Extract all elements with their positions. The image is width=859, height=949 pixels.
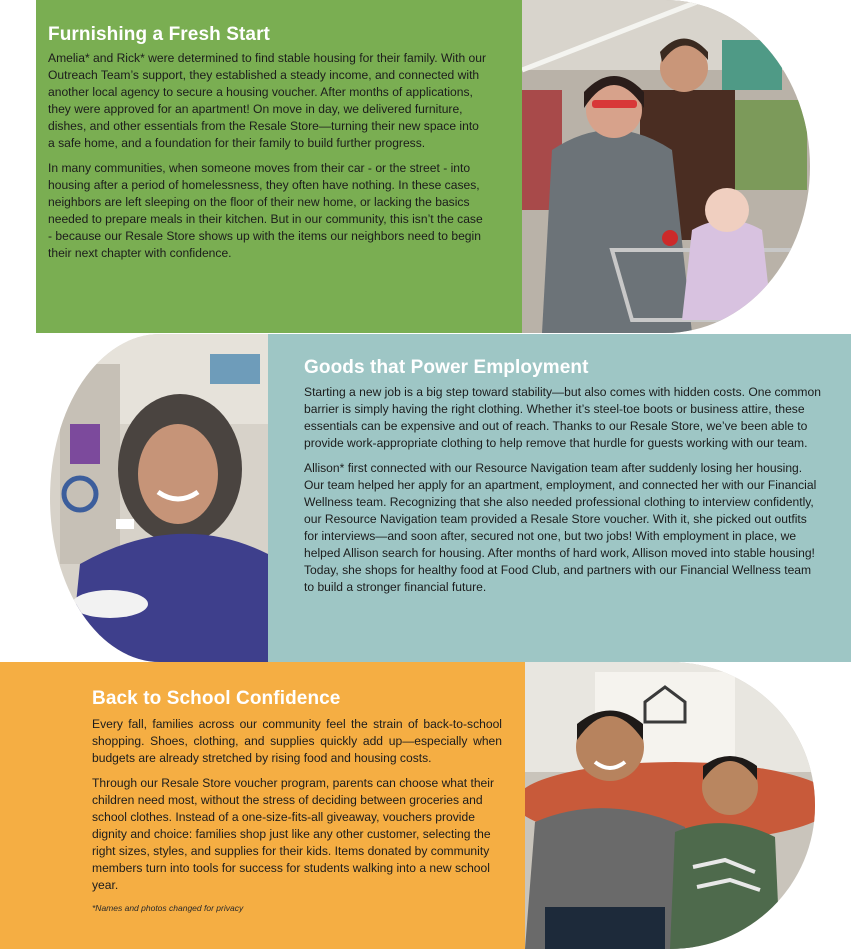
paragraph: Allison* first connected with our Resource Navigation team after suddenly losing her housing. Our team helped her apply for an apartment, employment, and connected her with our Financial Wellness team. Recognizing that she also needed professional clothing to interview confidently, our Resource Navigation team provided a Resale Store voucher. With it, she picked out outfits for interviews—and soon after, secured not one, but two jobs! With employment in place, we helped Allison search for housing. After months of hard work, Allison moved into stable housing! Today, she shops for healthy food at Food Club, and partners with our Financial Wellness team to build a stronger financial future. <box>304 461 817 594</box>
paragraph: Every fall, families across our community feel the strain of back-to-school shopping. Shoes, clothing, and supplies quickly add up—especially when budgets are already stretched by rising food and housing costs. <box>92 717 502 765</box>
section-title: Furnishing a Fresh Start <box>48 24 270 45</box>
section-school-text <box>92 688 502 913</box>
section-title: Goods that Power Employment <box>304 357 589 378</box>
section-employment-content <box>268 334 851 662</box>
paragraph: Amelia* and Rick* were determined to find stable housing for their family. With our Outreach Team’s support, they established a steady income, and connected with another local agency to secure a housing voucher. After months of applications, they were approved for an apartment! On move in day, we delivered furniture, dishes, and other essentials from the Resale Store—turning their new space into a safe home, and a foundation for their family to build further progress. <box>48 51 487 150</box>
paragraph: Through our Resale Store voucher program, parents can choose what their children need most, without the stress of deciding between groceries and school clothes. Instead of a one-size-fits-all giveaway, vouchers provide dignity and choice: families shop just like any other customer, selecting the right sizes, styles, and supplies for their kids. Items donated by community members turn into tools for success for students walking into a new school year. <box>92 776 494 892</box>
section-furnishing-text <box>48 24 488 262</box>
family-photo <box>522 0 810 333</box>
woman-photo <box>50 334 268 662</box>
section-employment-text <box>304 357 824 596</box>
section-title: Back to School Confidence <box>92 688 341 709</box>
paragraph: In many communities, when someone moves from their car - or the street - into housing after a period of homelessness, they often have nothing. In these cases, neighbors are left sleeping on the floor of their new home, or lacking the basics needed to prepare meals in their kitchen. But in our community, this isn’t the case - because our Resale Store shows up with the items our neighbors need to begin their next chapter with confidence. <box>48 161 483 260</box>
paragraph: Starting a new job is a big step toward stability—but also comes with hidden costs. One common barrier is simply having the right clothing. Whether it’s steel-toe boots or business attire, these essentials can be expensive and out of reach. Thanks to our Resale Store, we’ve been able to provide work-appropriate clothing to help remove that hurdle for guests working with our team. <box>304 385 821 450</box>
privacy-footnote: *Names and photos changed for privacy <box>92 903 244 913</box>
children-photo <box>525 662 815 949</box>
